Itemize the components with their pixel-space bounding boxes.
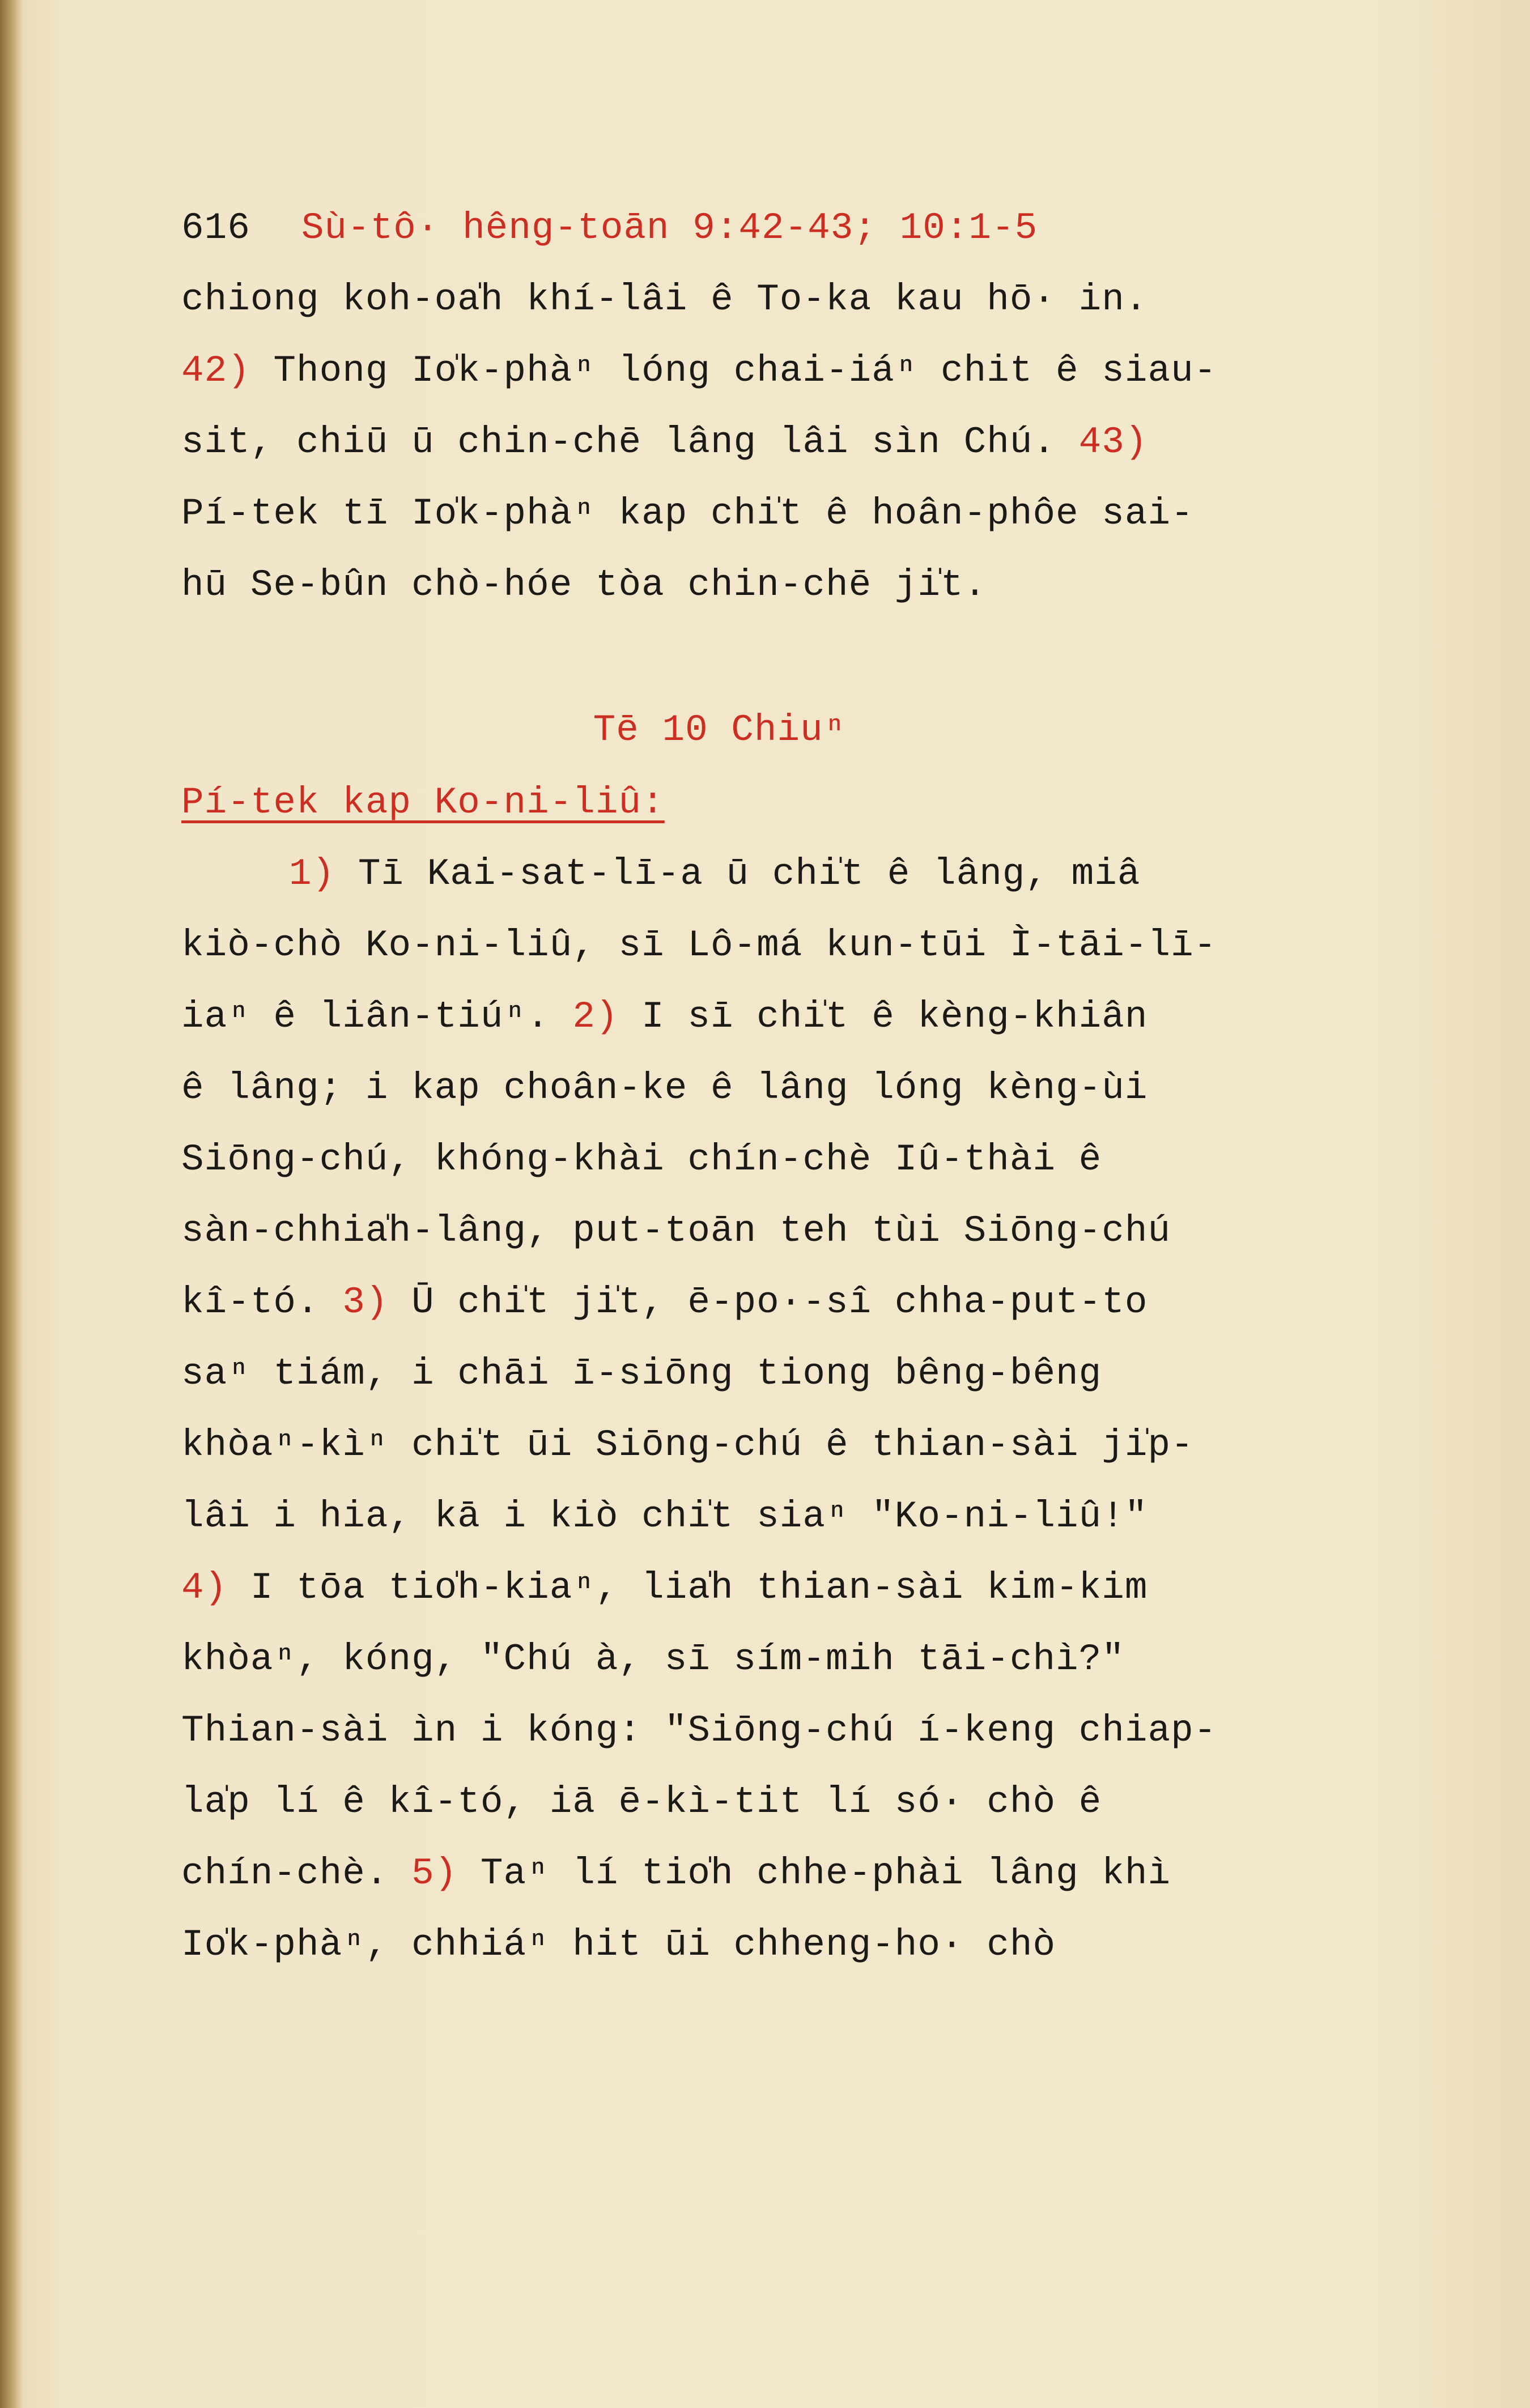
running-title: Sù-tô· hêng-toān 9:42-43; 10:1-5 — [301, 207, 1038, 249]
text-line — [181, 1552, 1485, 1624]
verse-text: khòaⁿ-kìⁿ chi̍t ūi Siōng-chú ê thian-sài ji̍p- — [181, 1424, 1194, 1466]
text-line — [181, 407, 1485, 478]
verse-text: ê lâng; i kap choân-ke ê lâng lóng kèng-ùi — [181, 1067, 1148, 1109]
running-header — [181, 193, 1485, 264]
verse-text: la̍p lí ê kî-tó, iā ē-kì-tit lí só· chò ê — [181, 1781, 1102, 1823]
verse-text: sàn-chhia̍h-lâng, put-toān teh tùi Siōng-chú — [181, 1210, 1171, 1252]
verse-text: khòaⁿ, kóng, "Chú à, sī sím-mih tāi-chì?" — [181, 1638, 1125, 1681]
chapter-heading: Tē 10 Chiuⁿ — [593, 709, 847, 751]
verses-body — [181, 839, 1485, 1981]
verse-text: I tōa tio̍h-kiaⁿ, lia̍h thian-sài kim-kim — [227, 1567, 1148, 1609]
section-heading: Pí-tek kap Ko-ni-liû: — [181, 781, 665, 824]
verse-text: chiong koh-oa̍h khí-lâi ê To-ka kau hō· in. — [181, 278, 1148, 321]
verse-text: iaⁿ ê liân-tiúⁿ. — [181, 995, 573, 1038]
text-line — [181, 1410, 1485, 1481]
book-spine-shadow — [0, 0, 23, 2408]
text-line — [181, 478, 1485, 550]
verse-text: kiò-chò Ko-ni-liû, sī Lô-má kun-tūi Ì-tāi-lī- — [181, 924, 1217, 967]
verse-text: Tī Kai-sat-lī-a ū chi̍t ê lâng, miâ — [335, 853, 1141, 895]
verses-top — [181, 264, 1485, 621]
verse-number: 2) — [572, 995, 619, 1038]
verse-text: Siōng-chú, khóng-khài chín-chè Iû-thài ê — [181, 1138, 1102, 1181]
text-line — [181, 335, 1485, 407]
verse-text: Thian-sài ìn i kóng: "Siōng-chú í-keng chiap- — [181, 1709, 1217, 1752]
verse-text: saⁿ tiám, i chāi ī-siōng tiong bêng-bêng — [181, 1352, 1102, 1395]
spacer — [181, 621, 1485, 695]
verse-text: chín-chè. — [181, 1852, 412, 1895]
text-line — [181, 1624, 1485, 1695]
verse-text: Taⁿ lí tio̍h chhe-phài lâng khì — [457, 1852, 1171, 1895]
verse-text: Io̍k-phàⁿ, chhiáⁿ hit ūi chheng-ho· chò — [181, 1924, 1056, 1966]
verse-text: lâi i hia, kā i kiò chi̍t siaⁿ "Ko-ni-liû!" — [181, 1495, 1148, 1538]
text-line — [181, 1909, 1485, 1981]
verse-text: sit, chiū ū chin-chē lâng lâi sìn Chú. — [181, 421, 1079, 463]
page-number: 616 — [181, 207, 250, 249]
text-line — [181, 1196, 1485, 1267]
verse-text: kî-tó. — [181, 1281, 343, 1324]
text-line — [181, 1767, 1485, 1838]
section-heading-row — [181, 767, 1485, 839]
verse-number: 3) — [342, 1281, 389, 1324]
verse-text: Thong Io̍k-phàⁿ lóng chai-iáⁿ chit ê siau- — [250, 350, 1217, 392]
text-line — [181, 1124, 1485, 1196]
verse-text: hū Se-bûn chò-hóe tòa chin-chē ji̍t. — [181, 564, 987, 606]
page-text — [181, 193, 1485, 1981]
text-line — [181, 550, 1485, 621]
text-line — [181, 1053, 1485, 1124]
text-line — [181, 1695, 1485, 1767]
verse-text: I sī chi̍t ê kèng-khiân — [618, 995, 1148, 1038]
verse-number: 1) — [289, 853, 335, 895]
text-line — [181, 981, 1485, 1053]
verse-number: 5) — [411, 1852, 458, 1895]
verse-number: 42) — [181, 350, 250, 392]
text-line — [181, 910, 1485, 981]
text-line — [181, 839, 1485, 910]
text-line — [181, 1338, 1485, 1410]
text-line — [181, 264, 1485, 335]
verse-text: Ū chi̍t ji̍t, ē-po·-sî chha-put-to — [388, 1281, 1148, 1324]
verse-text: Pí-tek tī Io̍k-phàⁿ kap chi̍t ê hoân-phôe sai- — [181, 492, 1194, 535]
verse-number: 43) — [1078, 421, 1148, 463]
text-line — [181, 1267, 1485, 1338]
text-line — [181, 1838, 1485, 1909]
text-line — [181, 1481, 1485, 1552]
verse-number: 4) — [181, 1567, 228, 1609]
